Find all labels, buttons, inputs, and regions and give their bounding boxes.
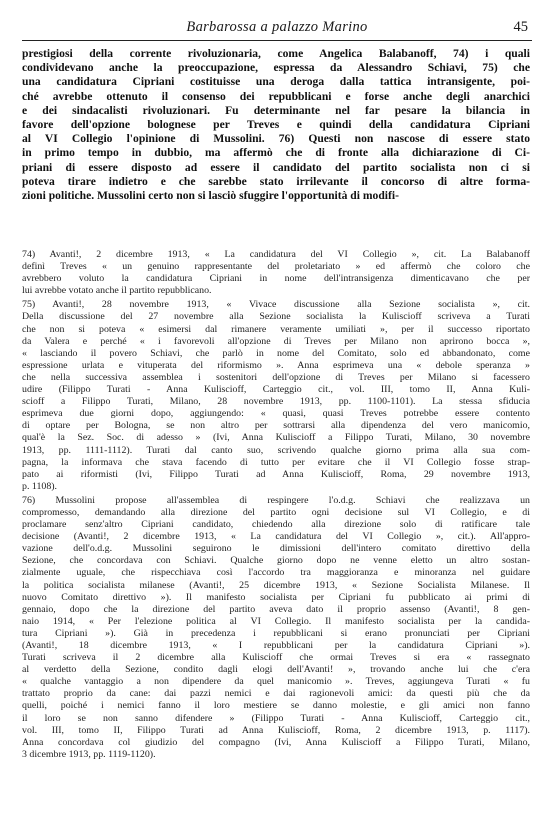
footnote-line: di optare per Bologna, se non altro per sottrarsi alla dipendenza del vero manicomio, — [22, 420, 530, 432]
footnotes — [22, 249, 530, 761]
footnote — [22, 495, 530, 761]
footnote-line: compromesso, demandando alla direzione del partito ogni decisione sul VI Collegio, e di — [22, 506, 530, 518]
footnote-line: pato ai riformisti (Ivi, Filippo Turati ad Anna Kuliscioff, Roma, 29 novembre 1913, — [22, 468, 530, 480]
footnote-line: (Avanti!, 18 dicembre 1913, « I repubblicani per la candidatura Cipriani »). — [22, 640, 530, 651]
footnote-line: 1913, pp. 1111-1112). Turati dal canto suo, scrivendo qualche giorno prima alla sua com- — [22, 444, 530, 456]
footnote-line: decisione (Avanti!, 2 dicembre 1913, « La candidatura del VI Collegio », cit.). All'appro- — [22, 531, 530, 543]
footnote-line: nuovo Comitato direttivo »). Il manifesto socialista per Cipriani fu pubblicato ai primi di — [22, 591, 530, 603]
footnote-line: che non si poteva « esimersi dal rimanere veramente umiliati », per il successo riportato — [22, 323, 530, 335]
footnote-line: gennaio, dopo che la direzione del partito aveva dato il proprio assenso (Avanti!, 8 gen- — [22, 603, 530, 615]
page-number: 45 — [513, 19, 528, 35]
footnote-line: la politica socialista milanese (Avanti!, 25 dicembre 1913, « Sezione Socialista Milanese. Il — [22, 579, 530, 591]
footnote-line: zialmente uguale, che rispecchiava così l'accordo tra maggioranza e minoranza nel guidare — [22, 567, 530, 579]
main-text-line: e dei sindacalisti rivoluzionari. Fu determinante nel far pesare la bilancia in — [22, 103, 530, 117]
footnote-line: al verdetto della Sezione, condito dagli elogi dell'Avanti! », trovando anche lui che c'era — [22, 664, 530, 676]
footnote-line: scioff a Filippo Turati, Milano, 28 novembre 1913, pp. 1100-1101). La stessa sfiducia — [22, 396, 530, 408]
footnote-line: 74) Avanti!, 2 dicembre 1913, « La candidatura del VI Collegio », cit. La Balabanoff — [22, 249, 530, 260]
footnote-line: espressione urlata e vituperata del riformismo ». Anna esprimeva una « debole speranza » — [22, 359, 530, 371]
footnote-line: proclamare senz'altro Cipriani candidato, chiedendo alla direzione solo di ratificare tale — [22, 519, 530, 531]
footnote-line: « qualche vantaggio a non dipendere da quel manicomio ». Treves, aggiungeva Turati « fu — [22, 676, 530, 688]
footnote-line: p. 1108). — [22, 480, 58, 492]
footnote-line: che nella successiva assemblea i sostenitori dell'opzione di Treves per Milano si facessero — [22, 371, 530, 383]
main-text-line: prestigiosi della corrente rivoluzionaria, come Angelica Balabanoff, 74) i quali — [22, 47, 530, 60]
running-title: Barbarossa a palazzo Marino — [186, 19, 368, 35]
footnote-line: pagna, la informava che stava facendo di tutto per evitare che il VI Collegio fosse strap- — [22, 456, 530, 468]
footnote-line: avrebbero voluto la candidatura Cipriani in nome dell'intransigenza dimenticavano che per — [22, 273, 530, 285]
footnote — [22, 249, 530, 297]
footnote-line: Della discussione del 27 novembre alla Sezione socialista la Kuliscioff scriveva a Turati — [22, 311, 530, 323]
footnote-line: 75) Avanti!, 28 novembre 1913, « Vivace discussione alla Sezione socialista », cit. — [22, 299, 530, 311]
footnote-line: qual'è la Sez. Soc. di adesso » (Ivi, Anna Kuliscioff a Filippo Turati, Milano, 30 novembre — [22, 432, 530, 444]
footnote-line: 76) Mussolini propose all'assemblea di respingere l'o.d.g. Schiavi che realizzava un — [22, 494, 530, 506]
main-text — [22, 47, 530, 203]
footnote-line: Turati scriveva il 2 dicembre alla Kuliscioff che ormai Treves si era « rassegnato — [22, 652, 530, 664]
main-text-line: priani di essere disposto ad essere il candidato del partito socialista non ci si — [22, 160, 530, 174]
footnote-line: Sezione, che concordava con Schiavi. Qualche giorno dopo ne venne eletto un altro sostan- — [22, 555, 530, 567]
footnote-line: naio 1914, « Per l'elezione politica al VI Collegio. Il manifesto socialista per la candida- — [22, 615, 530, 627]
footnote-line: lui avrebbe votato anche il partito repubblicano. — [22, 285, 212, 297]
main-text-line: una candidatura Cipriani costituisse una deroga dalla tattica intransigente, poi- — [22, 75, 530, 89]
footnote-line: esprimeva due giorni dopo, aggiungendo: « quasi, quasi Treves potrebbe essere contento — [22, 408, 530, 420]
main-text-line: condividevano anche la preoccupazione, espressa da Alessandro Schiavi, 75) che — [22, 61, 530, 75]
main-text-line: ché avrebbe ottenuto il consenso dei repubblicani e forse anche degli anarchici — [22, 89, 530, 103]
footnote-line: definì Treves « un genuino rappresentante del proletariato » ed affermò che coloro che — [22, 261, 530, 273]
footnote-line: vol. III, tomo II, Filippo Turati ad Anna Kuliscioff, Roma, 2 dicembre 1913, p. 1117). — [22, 724, 530, 736]
main-text-line: in primo tempo in dubbio, ma affermò che di fronte alla dichiarazione di Ci- — [22, 146, 530, 160]
footnote-line: trattato proprio da cane: dai pazzi nemici e dai ragionevoli amici: da questi più che da — [22, 688, 530, 700]
main-text-line: poteva tirare indietro e che sarebbe stato irrilevante il concorso di altre forma- — [22, 174, 530, 188]
footnote-line: 3 dicembre 1913, pp. 1119-1120). — [22, 748, 156, 760]
main-text-line: favore dell'opzione bolognese per Treves e quindi della candidatura Cipriani — [22, 118, 530, 132]
footnote-line: Anna concordava col giudizio del compagno (Ivi, Anna Kuliscioff a Filippo Turati, Milano, — [22, 736, 530, 748]
main-text-line: zioni politiche. Mussolini certo non si lasciò sfuggire l'opportunità di modifi- — [22, 189, 399, 203]
footnote-line: udire (Filippo Turati - Anna Kuliscioff, Carteggio cit., vol. III, tomo II, Anna Kuli- — [22, 384, 530, 396]
footnote-line: « lasciando il povero Schiavi, che parlò in nome del Comitato, solo ed abbandonato, come — [22, 347, 530, 359]
footnote — [22, 299, 530, 493]
running-header — [22, 16, 532, 41]
footnote-line: il loro se non sanno difendere » (Filippo Turati - Anna Kuliscioff, Carteggio cit., — [22, 712, 530, 724]
footnote-line: quelli, poiché i nemici fanno il loro mestiere se danno molestie, e gli amici non fanno — [22, 700, 530, 712]
footnote-line: vazione dell'o.d.g. Mussolini seguirono le dimissioni dell'intero comitato direttivo della — [22, 543, 530, 555]
main-text-line: al VI Collegio l'opinione di Mussolini. 76) Questi non nascose di essere stato — [22, 132, 530, 146]
footnote-line: tura Cipriani »). Già in precedenza i repubblicani si erano pronunciati per Cipriani — [22, 627, 530, 639]
footnote-line: da Valera e perché « i favorevoli all'opzione di Treves per Milano non aprirono bocca », — [22, 335, 530, 347]
